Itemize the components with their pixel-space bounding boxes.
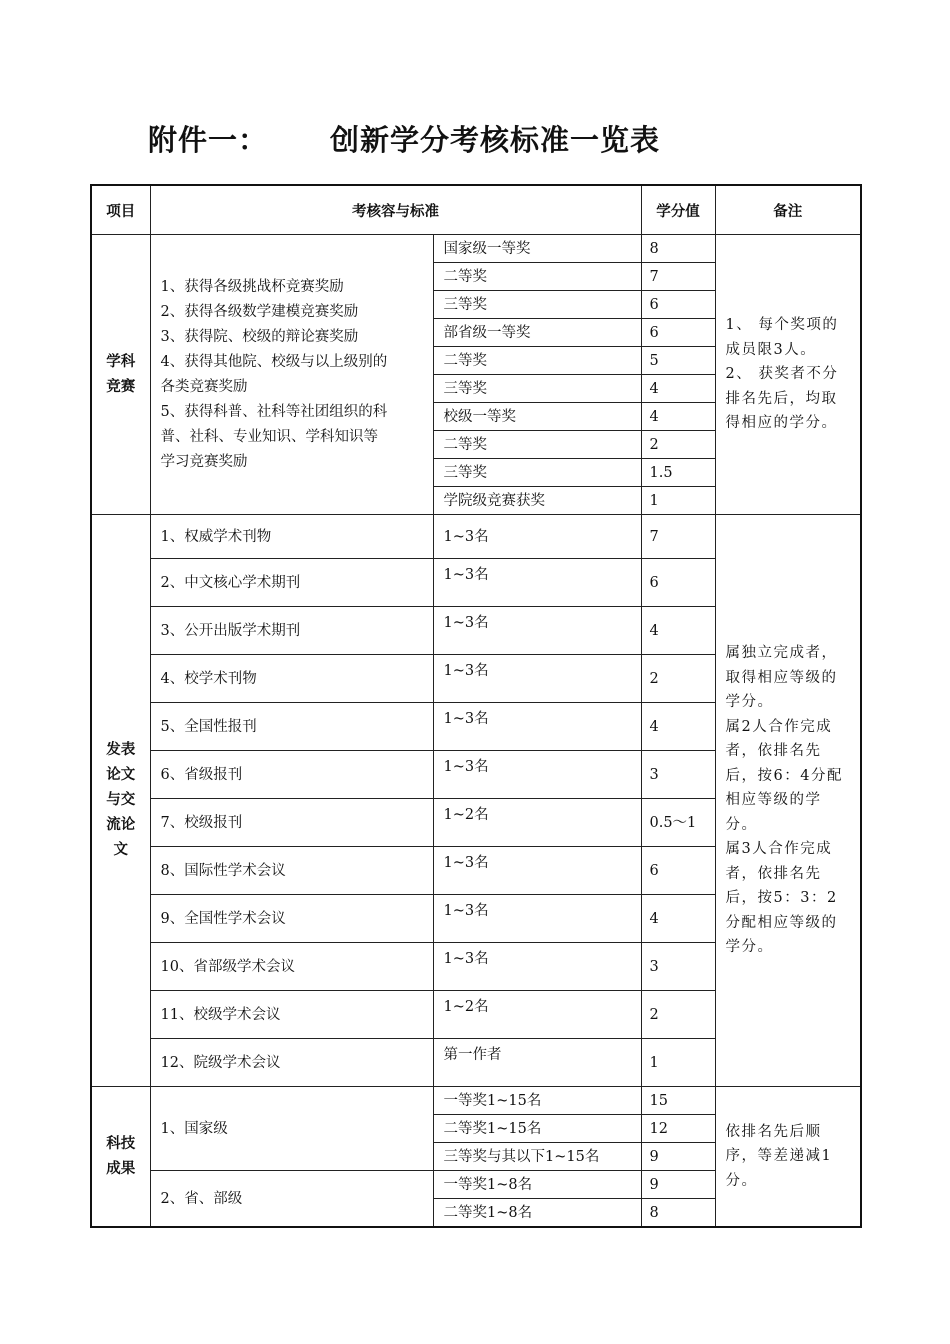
paper-item: 4、校学术刊物: [150, 655, 433, 703]
award-level: 学院级竞赛获奖: [433, 487, 641, 515]
table-row: [91, 235, 861, 263]
category-competition: 学科 竞赛: [91, 235, 150, 515]
award-level: 二等奖: [433, 347, 641, 375]
paper-rank: 1~3名: [433, 943, 641, 991]
credit-value: 4: [641, 375, 715, 403]
credit-value: 9: [641, 1143, 715, 1171]
paper-rank: 1~3名: [433, 607, 641, 655]
category-papers: 发表 论文 与交 流论 文: [91, 515, 150, 1087]
award-level: 二等奖1~15名: [433, 1115, 641, 1143]
award-level: 三等奖: [433, 291, 641, 319]
award-level: 一等奖1~8名: [433, 1171, 641, 1199]
credit-value: 8: [641, 1199, 715, 1228]
credit-value: 0.5～1: [641, 799, 715, 847]
achievement-item-national: 1、国家级: [150, 1087, 433, 1171]
paper-rank: 第一作者: [433, 1039, 641, 1087]
award-level: 一等奖1~15名: [433, 1087, 641, 1115]
paper-item: 1、权威学术刊物: [150, 515, 433, 559]
paper-rank: 1~3名: [433, 655, 641, 703]
paper-item: 12、院级学术会议: [150, 1039, 433, 1087]
award-level: 三等奖与其以下1~15名: [433, 1143, 641, 1171]
paper-rank: 1~3名: [433, 847, 641, 895]
credit-value: 4: [641, 403, 715, 431]
credit-value: 12: [641, 1115, 715, 1143]
paper-rank: 1~3名: [433, 895, 641, 943]
credit-value: 6: [641, 291, 715, 319]
paper-rank: 1~2名: [433, 799, 641, 847]
award-level: 部省级一等奖: [433, 319, 641, 347]
title-prefix: 附件一：: [148, 123, 269, 157]
paper-item: 10、省部级学术会议: [150, 943, 433, 991]
header-credit: 学分值: [641, 185, 715, 235]
page-title: [148, 118, 660, 159]
credit-value: 9: [641, 1171, 715, 1199]
paper-item: 7、校级报刊: [150, 799, 433, 847]
credit-value: 6: [641, 319, 715, 347]
credit-value: 7: [641, 263, 715, 291]
header-row: [91, 185, 861, 235]
table-row: [91, 1087, 861, 1115]
award-level: 二等奖: [433, 431, 641, 459]
award-level: 三等奖: [433, 375, 641, 403]
credit-value: 2: [641, 655, 715, 703]
award-level: 三等奖: [433, 459, 641, 487]
paper-rank: 1~3名: [433, 703, 641, 751]
paper-rank: 1~3名: [433, 515, 641, 559]
achievements-note: 依排名先后顺 序，等差递减1 分。: [715, 1087, 861, 1228]
credit-value: 8: [641, 235, 715, 263]
credit-standards-table: [90, 184, 862, 1228]
credit-value: 1: [641, 487, 715, 515]
credit-value: 5: [641, 347, 715, 375]
paper-item: 2、中文核心学术期刊: [150, 559, 433, 607]
competition-items: 1、获得各级挑战杯竞赛奖励 2、获得各级数学建模竞赛奖励 3、获得院、校级的辩论赛奖励 4、获得其他院、校级与以上级别的 各类竞赛奖励 5、获得科普、社科等社团组织的科 普、社科、专业知识、学科知识等 学习竞赛奖励: [150, 235, 433, 515]
table-row: [91, 515, 861, 559]
award-level: 国家级一等奖: [433, 235, 641, 263]
papers-note: 属独立完成者， 取得相应等级的 学分。 属2人合作完成 者，依排名先 后，按6：4分配 相应等级的学 分。 属3人合作完成 者，依排名先 后，按5：3：2 分配相应等级的 学分。: [715, 515, 861, 1087]
credit-value: 4: [641, 703, 715, 751]
award-level: 二等奖1~8名: [433, 1199, 641, 1228]
credit-value: 3: [641, 751, 715, 799]
category-achievements: 科技 成果: [91, 1087, 150, 1228]
header-criteria: 考核容与标准: [150, 185, 641, 235]
credit-value: 4: [641, 607, 715, 655]
paper-item: 3、公开出版学术期刊: [150, 607, 433, 655]
paper-item: 11、校级学术会议: [150, 991, 433, 1039]
paper-item: 9、全国性学术会议: [150, 895, 433, 943]
paper-rank: 1~3名: [433, 751, 641, 799]
paper-rank: 1~3名: [433, 559, 641, 607]
award-level: 校级一等奖: [433, 403, 641, 431]
credit-value: 1.5: [641, 459, 715, 487]
achievement-item-provincial: 2、省、部级: [150, 1171, 433, 1228]
credit-value: 6: [641, 847, 715, 895]
credit-value: 7: [641, 515, 715, 559]
paper-item: 6、省级报刊: [150, 751, 433, 799]
credit-value: 15: [641, 1087, 715, 1115]
header-note: 备注: [715, 185, 861, 235]
paper-item: 5、全国性报刊: [150, 703, 433, 751]
credit-value: 4: [641, 895, 715, 943]
title-text: 创新学分考核标准一览表: [330, 123, 661, 157]
award-level: 二等奖: [433, 263, 641, 291]
competition-note: 1、 每个奖项的 成员限3人。 2、 获奖者不分 排名先后，均取 得相应的学分。: [715, 235, 861, 515]
paper-item: 8、国际性学术会议: [150, 847, 433, 895]
paper-rank: 1~2名: [433, 991, 641, 1039]
credit-value: 3: [641, 943, 715, 991]
header-item: 项目: [91, 185, 150, 235]
credit-value: 6: [641, 559, 715, 607]
credit-value: 2: [641, 991, 715, 1039]
credit-value: 2: [641, 431, 715, 459]
credit-value: 1: [641, 1039, 715, 1087]
